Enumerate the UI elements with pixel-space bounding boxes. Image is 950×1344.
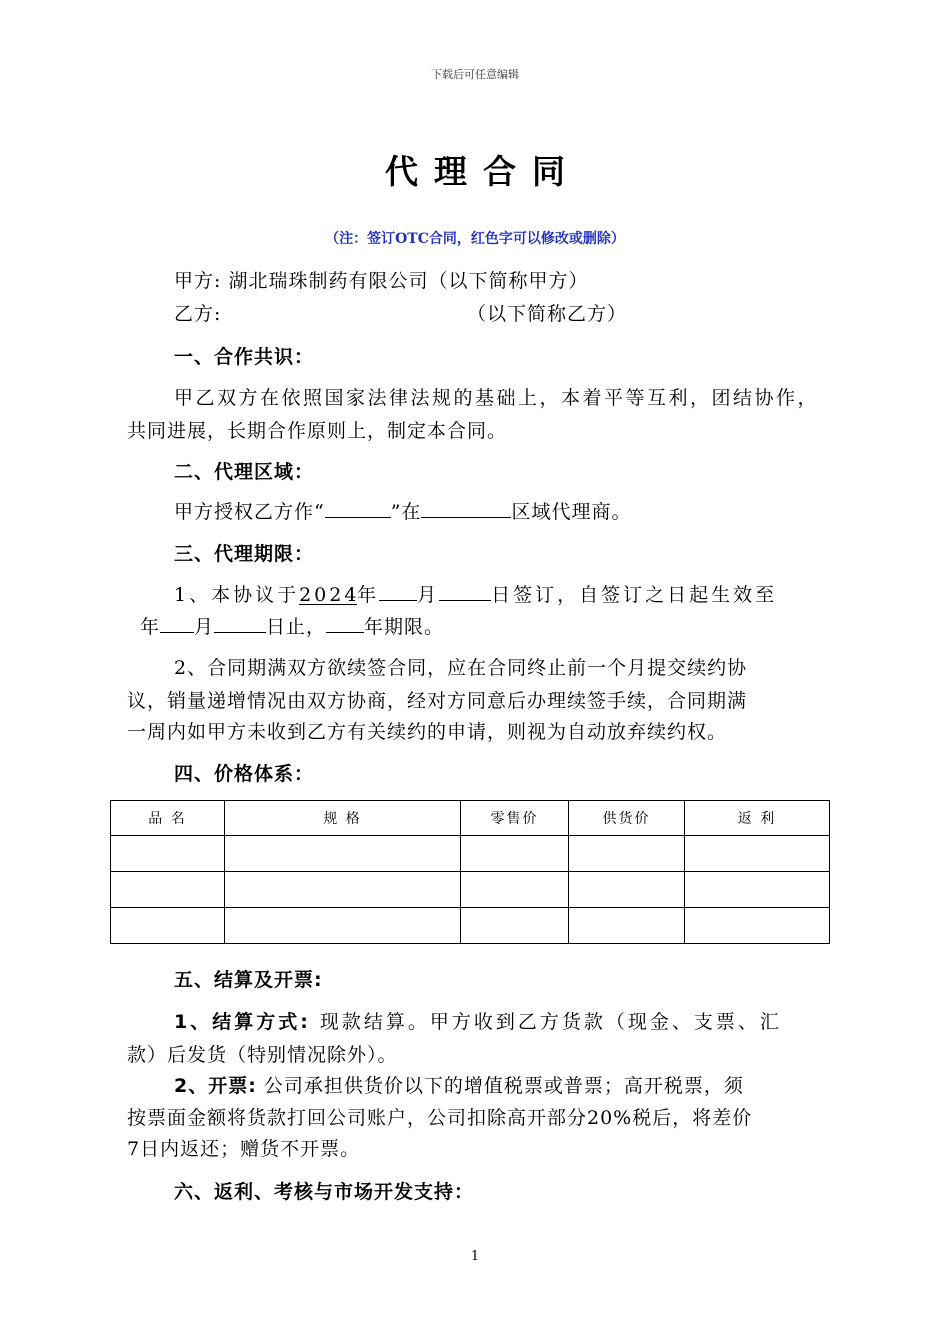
sign-day-blank (439, 580, 491, 601)
table-cell (111, 836, 225, 872)
section-1-heading: 一、合作共识： (174, 346, 315, 368)
table-cell (569, 836, 685, 872)
settlement-line-1 (174, 1007, 782, 1034)
section-2-text (174, 497, 631, 524)
term-text-g: 日止， (266, 616, 327, 638)
section-6-heading: 六、返利、考核与市场开发支持： (174, 1181, 475, 1203)
section-2-part-2: ”在 (390, 501, 422, 523)
table-cell (569, 908, 685, 944)
end-month-blank (160, 612, 194, 633)
table-cell (225, 908, 461, 944)
table-cell (685, 908, 830, 944)
invoice-line-2: 按票面金额将货款打回公司账户，公司扣除高开部分20%税后，将差价 (127, 1107, 753, 1129)
col-specification: 规 格 (225, 801, 461, 836)
page-number: 1 (470, 1249, 480, 1264)
section-4-heading: 四、价格体系： (174, 763, 315, 785)
section-2-part-1: 甲方授权乙方作“ (174, 501, 325, 523)
product-blank (325, 497, 391, 518)
document-title: 代理合同 (385, 152, 581, 191)
page-header: 下载后可任意编辑 (431, 68, 519, 81)
table-cell (111, 872, 225, 908)
section-1-line-2: 共同进展，长期合作原则上，制定本合同。 (127, 420, 508, 442)
party-a-label: 甲方: (174, 270, 222, 292)
term-text-f: 月 (194, 616, 215, 638)
col-rebate: 返 利 (685, 801, 830, 836)
invoice-line-1 (174, 1071, 744, 1098)
price-table (110, 800, 830, 944)
party-a-alias: （以下简称甲方） (428, 270, 589, 292)
region-blank (421, 497, 511, 518)
party-a-line (174, 266, 588, 293)
col-product-name: 品 名 (111, 801, 225, 836)
editing-note: （注：签订OTC合同，红色字可以修改或删除） (325, 231, 625, 247)
table-cell (461, 908, 569, 944)
party-b-alias: （以下简称乙方） (467, 303, 628, 325)
invoice-line-3: 7日内返还；赠货不开票。 (127, 1138, 361, 1160)
end-day-blank (214, 612, 266, 633)
price-table-header (111, 801, 830, 836)
party-a-name: 湖北瑞珠制药有限公司 (228, 270, 429, 292)
col-supply-price: 供货价 (569, 801, 685, 836)
term-item-1-line-2 (140, 612, 444, 639)
term-text-h: 年期限。 (364, 616, 445, 638)
term-item-2-line-3: 一周内如甲方未收到乙方有关续约的申请，则视为自动放弃续约权。 (127, 721, 728, 743)
term-text-d: 日签订，自签订之日起生效至 (491, 584, 778, 606)
settlement-text: 现款结算。甲方收到乙方货款（现金、支票、汇 (319, 1011, 782, 1033)
term-item-2-line-2: 议，销量递增情况由双方协商，经对方同意后办理续签手续，合同期满 (127, 690, 748, 712)
term-item-2-line-1: 2、合同期满双方欲续签合同，应在合同终止前一个月提交续约协 (174, 657, 748, 679)
table-cell (461, 872, 569, 908)
term-item-1-line-1 (174, 580, 777, 607)
term-text-e: 年 (140, 616, 161, 638)
term-text-a: 1、本协议于 (174, 584, 300, 606)
sign-month-blank (379, 580, 417, 601)
term-text-c: 月 (417, 584, 440, 606)
section-3-heading: 三、代理期限： (174, 543, 315, 565)
table-cell (685, 872, 830, 908)
settlement-lead: 1、结算方式: (174, 1011, 311, 1033)
settlement-line-2: 款）后发货（特别情况除外）。 (127, 1044, 398, 1066)
table-cell (225, 872, 461, 908)
invoice-text: 公司承担供货价以下的增值税票或普票；高开税票，须 (263, 1075, 744, 1097)
term-text-b: 年 (357, 584, 380, 606)
section-2-heading: 二、代理区域： (174, 461, 315, 483)
col-retail-price: 零售价 (461, 801, 569, 836)
table-cell (225, 836, 461, 872)
table-row (111, 908, 830, 944)
table-row (111, 836, 830, 872)
invoice-lead: 2、开票: (174, 1075, 257, 1097)
table-cell (111, 908, 225, 944)
table-cell (569, 872, 685, 908)
section-2-part-3: 区域代理商。 (511, 501, 632, 523)
table-cell (461, 836, 569, 872)
section-5-heading: 五、结算及开票: (174, 969, 323, 991)
sign-year: 2024 (299, 584, 360, 606)
section-1-line-1: 甲乙双方在依照国家法律法规的基础上，本着平等互利，团结协作， (174, 387, 820, 409)
party-b-label: 乙方: (174, 303, 222, 325)
table-cell (685, 836, 830, 872)
term-years-blank (326, 612, 364, 633)
table-row (111, 872, 830, 908)
